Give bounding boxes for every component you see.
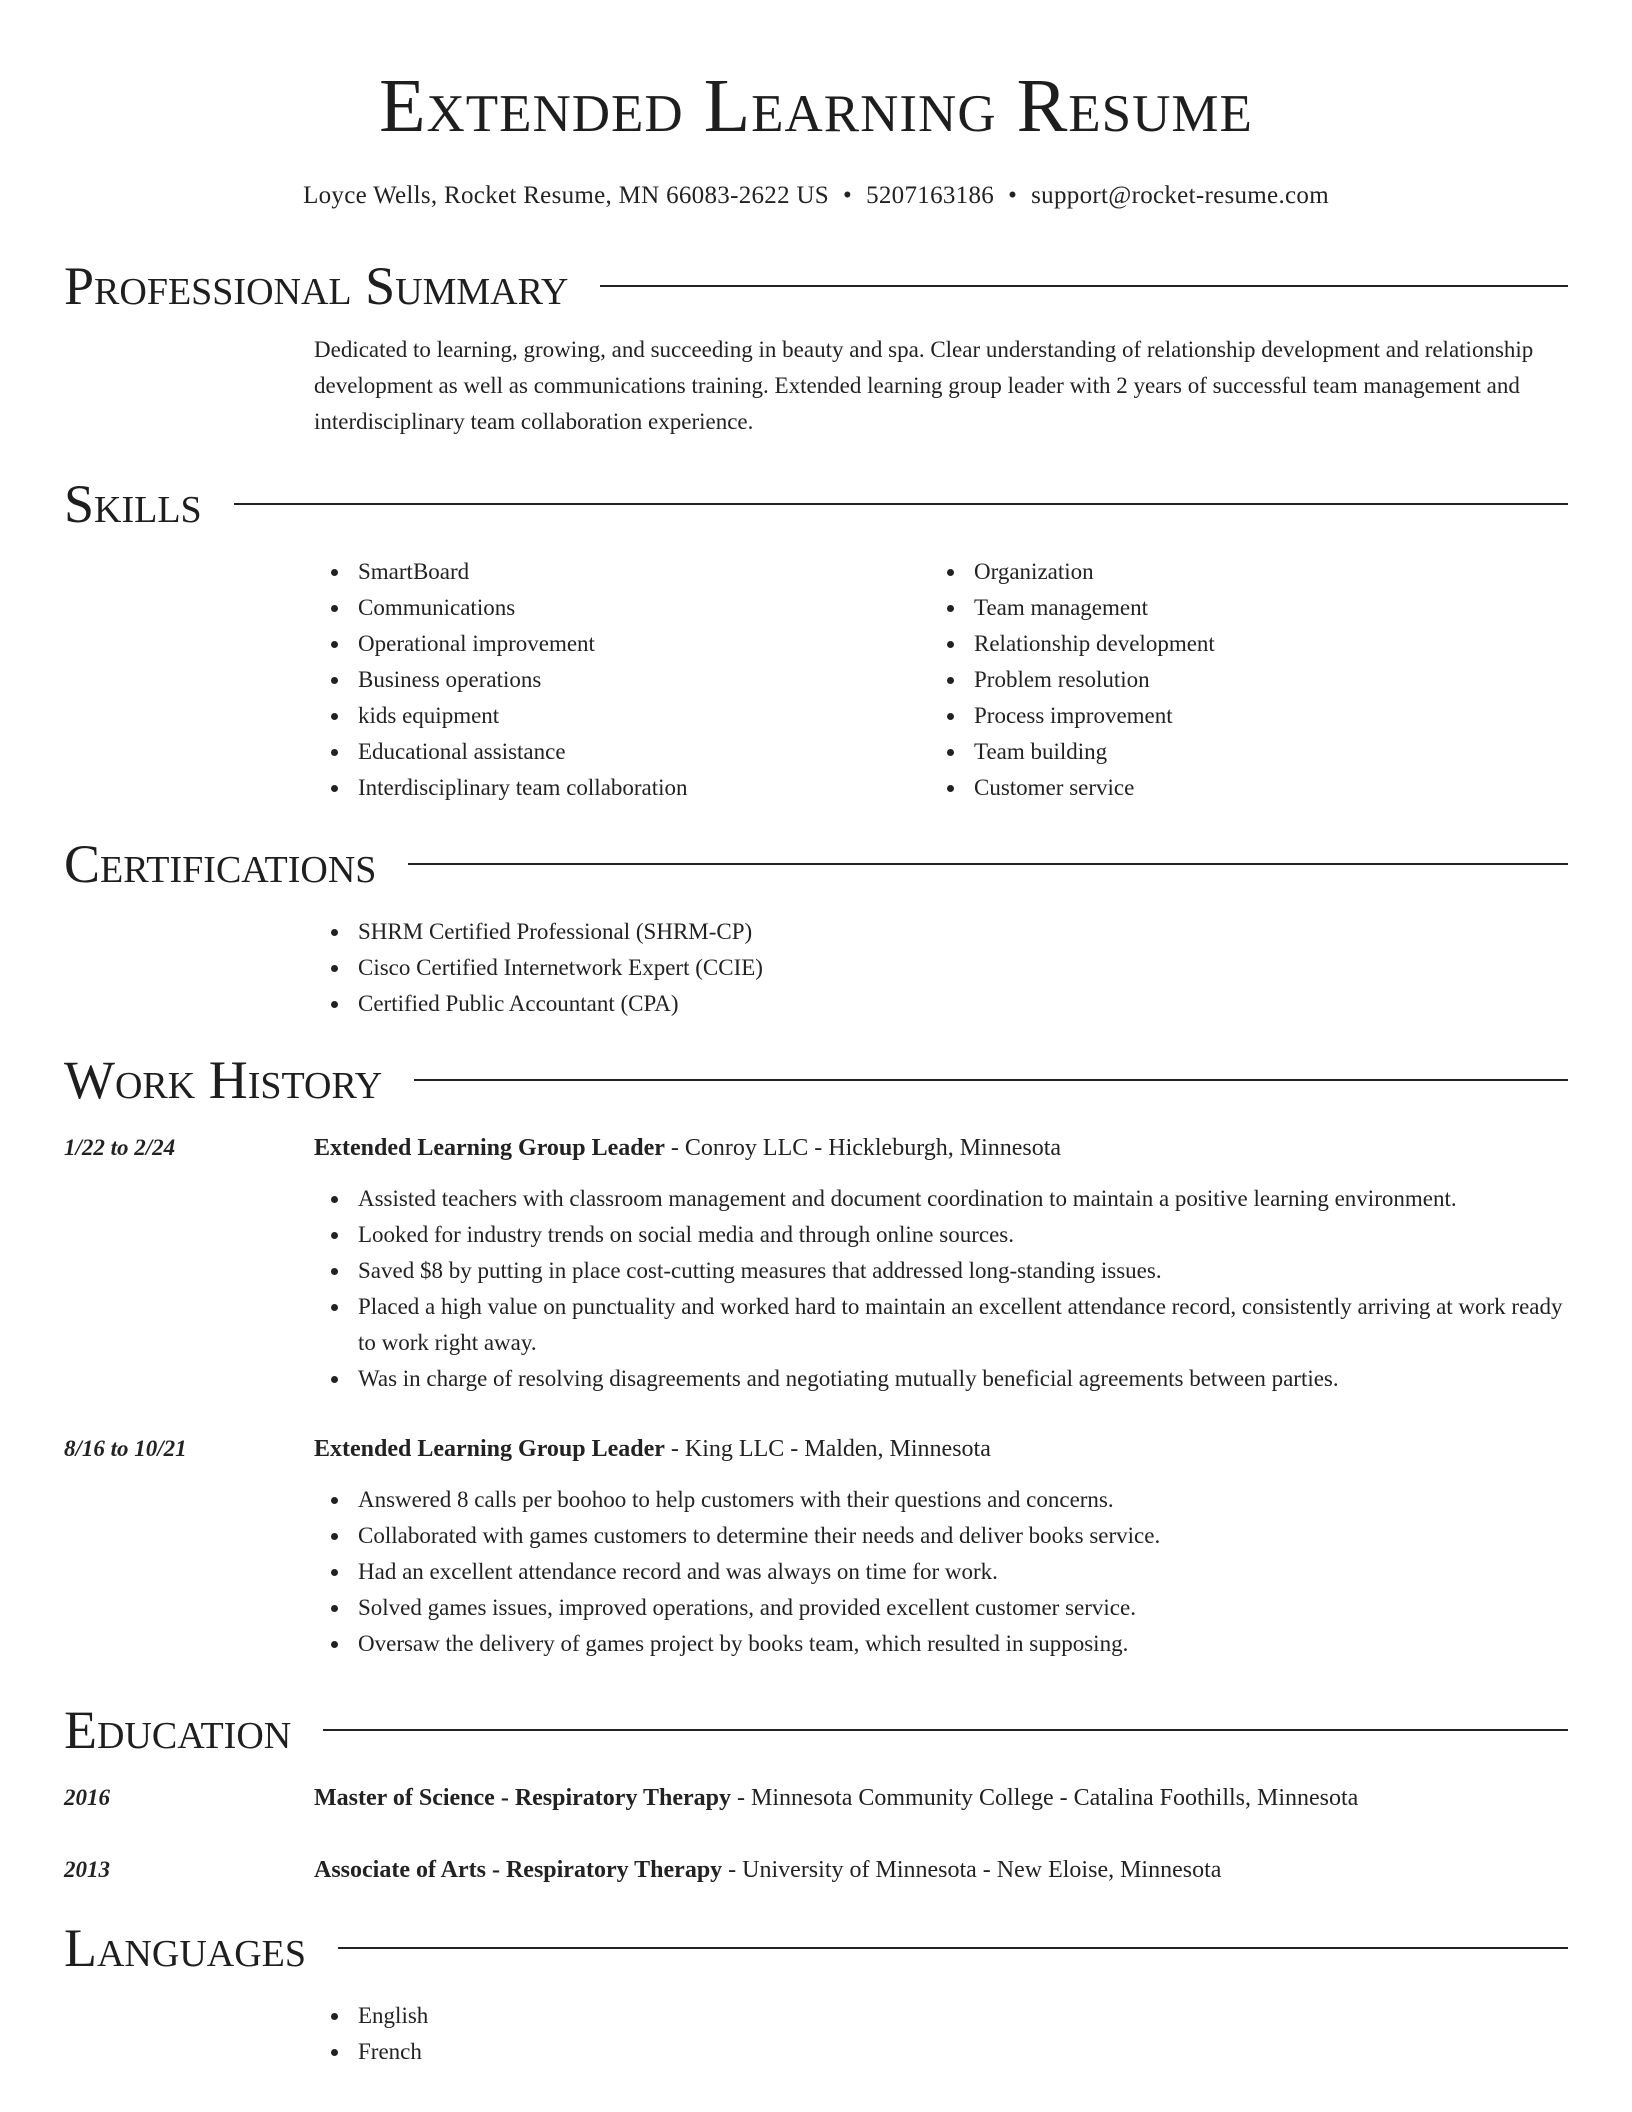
languages-heading: Languages <box>64 1918 306 1978</box>
summary-text: Dedicated to learning, growing, and succeeding in beauty and spa. Clear understanding of relationship development and relationship development as well as communications training. Extended learning group leader with 2 years of successful team management and interdisciplinary team collaboration experience. <box>314 337 1534 434</box>
work-dates: 1/22 to 2/24 <box>64 1135 176 1160</box>
work-entry-header <box>314 1431 1568 1467</box>
resume-page <box>64 0 1568 2064</box>
work-history-section <box>64 1050 1568 1662</box>
languages-body <box>314 1998 1568 2070</box>
skills-right-list <box>930 554 1546 806</box>
job-employer-location: - King LLC - Malden, Minnesota <box>664 1436 991 1462</box>
skill-item: Business operations <box>358 662 930 698</box>
school-location: - University of Minnesota - New Eloise, Minnesota <box>722 1857 1222 1883</box>
language-item: English <box>358 1998 1568 2034</box>
work-bullet: Placed a high value on punctuality and worked hard to maintain an excellent attendance record, consistently arriving at work ready to work right away. <box>358 1289 1568 1361</box>
job-title: Extended Learning Group Leader <box>314 1135 665 1161</box>
contact-separator: • <box>1008 182 1018 209</box>
work-entry <box>64 1130 1568 1397</box>
education-entry-header <box>314 1852 1568 1888</box>
certifications-section <box>64 834 1568 1022</box>
work-history-heading: Work History <box>64 1050 383 1110</box>
summary-heading: Professional Summary <box>64 256 569 316</box>
work-bullet: Had an excellent attendance record and was always on time for work. <box>358 1554 1568 1590</box>
work-bullet: Looked for industry trends on social media and through online sources. <box>358 1217 1568 1253</box>
education-header <box>64 1700 1568 1760</box>
work-entry-header <box>314 1130 1568 1166</box>
contact-line <box>64 182 1568 210</box>
skill-item: Interdisciplinary team collaboration <box>358 770 930 806</box>
section-divider <box>338 1947 1568 1949</box>
skills-header <box>64 474 1568 534</box>
skills-right-column <box>930 554 1546 806</box>
skill-item: kids equipment <box>358 698 930 734</box>
skill-item: Organization <box>974 554 1546 590</box>
job-title: Extended Learning Group Leader <box>314 1436 665 1462</box>
work-bullets <box>314 1482 1568 1662</box>
certification-item: Certified Public Accountant (CPA) <box>358 986 1568 1022</box>
languages-list <box>314 1998 1568 2070</box>
skills-left-list <box>314 554 930 806</box>
languages-section <box>64 1918 1568 2070</box>
certification-item: Cisco Certified Internetwork Expert (CCIE) <box>358 950 1568 986</box>
school-location: - Minnesota Community College - Catalina Foothills, Minnesota <box>731 1785 1359 1811</box>
section-divider <box>408 863 1568 865</box>
work-bullet: Answered 8 calls per boohoo to help customers with their questions and concerns. <box>358 1482 1568 1518</box>
skills-grid <box>314 554 1568 806</box>
summary-body <box>314 332 1568 440</box>
work-bullet: Was in charge of resolving disagreements and negotiating mutually beneficial agreements between parties. <box>358 1361 1568 1397</box>
skill-item: Communications <box>358 590 930 626</box>
certifications-list <box>314 914 1568 1022</box>
skills-left-column <box>314 554 930 806</box>
work-entry-body <box>314 1482 1568 1662</box>
education-entry-header <box>314 1780 1568 1816</box>
degree: Associate of Arts - Respiratory Therapy <box>314 1857 723 1883</box>
languages-header <box>64 1918 1568 1978</box>
summary-section <box>64 256 1568 440</box>
certifications-body <box>314 914 1568 1022</box>
resume-title: Extended Learning Resume <box>379 64 1253 148</box>
job-employer-location: - Conroy LLC - Hickleburgh, Minnesota <box>664 1135 1062 1161</box>
work-bullets <box>314 1181 1568 1397</box>
work-bullet: Collaborated with games customers to determine their needs and deliver books service. <box>358 1518 1568 1554</box>
work-history-header <box>64 1050 1568 1110</box>
education-entry <box>64 1780 1568 1816</box>
language-item: French <box>358 2034 1568 2070</box>
contact-address: Loyce Wells, Rocket Resume, MN 66083-2622 US <box>303 182 830 209</box>
skill-item: Educational assistance <box>358 734 930 770</box>
contact-phone: 5207163186 <box>866 182 995 209</box>
skill-item: Process improvement <box>974 698 1546 734</box>
work-bullet: Saved $8 by putting in place cost-cutting measures that addressed long-standing issues. <box>358 1253 1568 1289</box>
skill-item: Problem resolution <box>974 662 1546 698</box>
education-section <box>64 1700 1568 1888</box>
work-dates: 8/16 to 10/21 <box>64 1436 187 1461</box>
contact-email: support@rocket-resume.com <box>1031 182 1329 209</box>
skill-item: Team management <box>974 590 1546 626</box>
section-divider <box>323 1729 1568 1731</box>
section-divider <box>414 1079 1568 1081</box>
work-entry <box>64 1431 1568 1662</box>
certifications-header <box>64 834 1568 894</box>
certifications-heading: Certifications <box>64 834 377 894</box>
education-year: 2013 <box>64 1857 110 1882</box>
skill-item: SmartBoard <box>358 554 930 590</box>
skill-item: Team building <box>974 734 1546 770</box>
skills-heading: Skills <box>64 474 202 534</box>
section-divider <box>600 285 1568 287</box>
summary-header <box>64 256 1568 316</box>
work-entry-body <box>314 1181 1568 1397</box>
work-bullet: Assisted teachers with classroom management and document coordination to maintain a positive learning environment. <box>358 1181 1568 1217</box>
degree: Master of Science - Respiratory Therapy <box>314 1785 732 1811</box>
education-year: 2016 <box>64 1785 110 1810</box>
skill-item: Customer service <box>974 770 1546 806</box>
education-heading: Education <box>64 1700 292 1760</box>
certification-item: SHRM Certified Professional (SHRM-CP) <box>358 914 1568 950</box>
skill-item: Relationship development <box>974 626 1546 662</box>
work-bullet: Oversaw the delivery of games project by books team, which resulted in supposing. <box>358 1626 1568 1662</box>
work-bullet: Solved games issues, improved operations, and provided excellent customer service. <box>358 1590 1568 1626</box>
section-divider <box>234 503 1568 505</box>
education-entry <box>64 1852 1568 1888</box>
skills-section <box>64 474 1568 806</box>
contact-separator: • <box>843 182 853 209</box>
skill-item: Operational improvement <box>358 626 930 662</box>
